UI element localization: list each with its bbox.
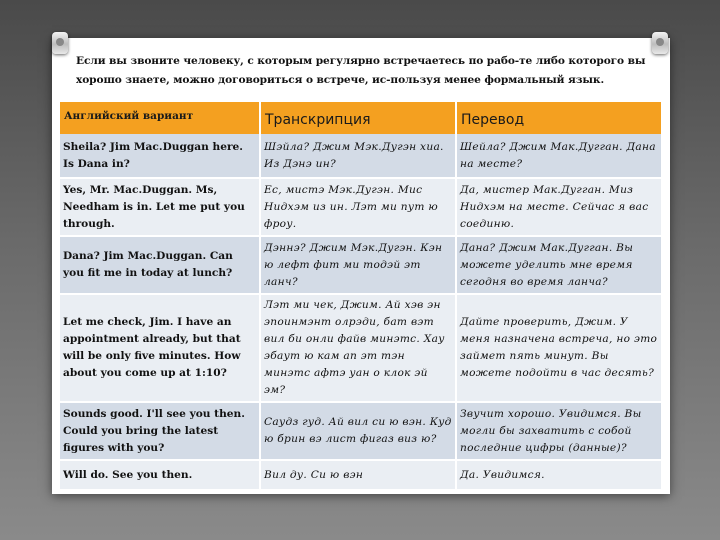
header-transcription: Транскрипция (260, 102, 456, 134)
table-row (60, 134, 662, 178)
cell-translation: Звучит хорошо. Увидимся. Вы могли бы захватить с собой последние цифры (данные)? (456, 402, 662, 460)
cell-transcription: Дэннэ? Джим Мэк.Дугэн. Кэн ю лефт фит ми тодэй эт ланч? (260, 236, 456, 294)
table-row (60, 178, 662, 236)
table-row (60, 460, 662, 490)
table-row (60, 236, 662, 294)
cell-english: Sheila? Jim Mac.Duggan here. Is Dana in? (60, 134, 260, 178)
phrase-table (60, 102, 663, 491)
header-english: Английский вариант (60, 102, 260, 134)
table-header-row (60, 102, 662, 134)
cell-transcription: Саудз гуд. Ай вил си ю вэн. Куд ю брин вэ лист фигаз виз ю? (260, 402, 456, 460)
table-row (60, 294, 662, 402)
cell-transcription: Ес, мистэ Мэк.Дугэн. Мис Нидхэм из ин. Лэт ми пут ю фроу. (260, 178, 456, 236)
cell-english: Dana? Jim Mac.Duggan. Can you fit me in today at lunch? (60, 236, 260, 294)
cell-transcription: Вил ду. Си ю вэн (260, 460, 456, 490)
cell-transcription: Лэт ми чек, Джим. Ай хэв эн эпоинмэнт олрэди, бат вэт вил би онли файв минэтс. Хау эбаут ю кам ап эт тэн минэтс афтэ уан о клок эй эм? (260, 294, 456, 402)
cell-translation: Шейла? Джим Мак.Дугган. Дана на месте? (456, 134, 662, 178)
table-row (60, 402, 662, 460)
cell-translation: Дайте проверить, Джим. У меня назначена встреча, но это займет пять минут. Вы можете подойти в час десять? (456, 294, 662, 402)
intro-paragraph: Если вы звоните человеку, с которым регулярно встречаетесь по рабо-те либо которого вы хорошо знаете, можно договориться о встрече, ис-пользуя менее формальный язык. (76, 55, 646, 86)
cell-english: Yes, Mr. Mac.Duggan. Ms, Needham is in. Let me put you through. (60, 178, 260, 236)
cell-english: Will do. See you then. (60, 460, 260, 490)
cell-translation: Дана? Джим Мак.Дугган. Вы можете уделить мне время сегодня во время ланча? (456, 236, 662, 294)
pushpin-icon (652, 32, 668, 54)
cell-transcription: Шэйла? Джим Мэк.Дугэн хиа. Из Дэнэ ин? (260, 134, 456, 178)
cell-translation: Да, мистер Мак.Дугган. Миз Нидхэм на месте. Сейчас я вас соединю. (456, 178, 662, 236)
header-translation: Перевод (456, 102, 662, 134)
pushpin-icon (52, 32, 68, 54)
cell-english: Let me check, Jim. I have an appointment already, but that will be only five minutes. How about you come up at 1:10? (60, 294, 260, 402)
cell-translation: Да. Увидимся. (456, 460, 662, 490)
cell-english: Sounds good. I'll see you then. Could you bring the latest figures with you? (60, 402, 260, 460)
